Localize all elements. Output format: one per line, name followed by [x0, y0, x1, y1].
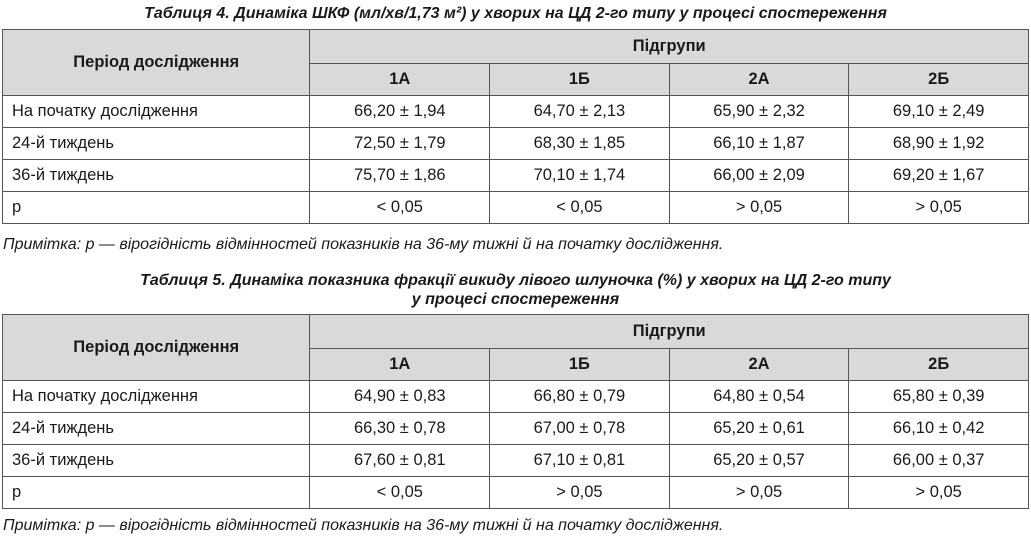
- row-label: На початку дослідження: [3, 381, 310, 413]
- cell-value: 65,20 ± 0,61: [669, 413, 849, 445]
- cell-value: 65,20 ± 0,57: [669, 445, 849, 477]
- table5-caption-line2: у процесі спостереження: [411, 291, 620, 308]
- cell-value: 66,30 ± 0,78: [310, 413, 490, 445]
- row-label: 24-й тиждень: [3, 128, 310, 160]
- cell-value: 68,90 ± 1,92: [849, 128, 1029, 160]
- cell-value: 69,20 ± 1,67: [849, 160, 1029, 192]
- row-label: р: [3, 192, 310, 224]
- table4-caption: Таблиця 4. Динаміка ШКФ (мл/хв/1,73 м²) у хворих на ЦД 2-го типу у процесі спостереження: [144, 5, 887, 22]
- table4-group-header: 2А: [669, 64, 849, 96]
- cell-value: > 0,05: [849, 192, 1029, 224]
- cell-value: 68,30 ± 1,85: [490, 128, 670, 160]
- cell-value: 67,10 ± 0,81: [490, 445, 670, 477]
- table5-group-header: 1А: [310, 349, 490, 381]
- table-row: [3, 477, 1029, 509]
- table4-note: Примітка: р — вірогідність відмінностей показників на 36-му тижні й на початку дослідження.: [3, 236, 724, 253]
- row-label: 36-й тиждень: [3, 445, 310, 477]
- row-label: 36-й тиждень: [3, 160, 310, 192]
- table5-group-header: 2А: [669, 349, 849, 381]
- table-row: [3, 413, 1029, 445]
- table-row: [3, 96, 1029, 128]
- table4-group-header: 1А: [310, 64, 490, 96]
- row-label: На початку дослідження: [3, 96, 310, 128]
- cell-value: 64,70 ± 2,13: [490, 96, 670, 128]
- cell-value: > 0,05: [669, 192, 849, 224]
- table-row: [3, 192, 1029, 224]
- table5-period-header: Період дослідження: [3, 315, 310, 381]
- table5: [2, 314, 1029, 509]
- cell-value: 65,90 ± 2,32: [669, 96, 849, 128]
- row-label: р: [3, 477, 310, 509]
- table4-group-header: 1Б: [490, 64, 670, 96]
- cell-value: < 0,05: [310, 477, 490, 509]
- cell-value: 67,00 ± 0,78: [490, 413, 670, 445]
- cell-value: > 0,05: [669, 477, 849, 509]
- cell-value: > 0,05: [490, 477, 670, 509]
- table4-period-header: Період дослідження: [3, 30, 310, 96]
- cell-value: 64,90 ± 0,83: [310, 381, 490, 413]
- cell-value: > 0,05: [849, 477, 1029, 509]
- table5-note: Примітка: р — вірогідність відмінностей показників на 36-му тижні й на початку дослідження.: [3, 517, 724, 534]
- row-label: 24-й тиждень: [3, 413, 310, 445]
- cell-value: < 0,05: [310, 192, 490, 224]
- table4-group-header: 2Б: [849, 64, 1029, 96]
- table-row: [3, 160, 1029, 192]
- cell-value: 72,50 ± 1,79: [310, 128, 490, 160]
- cell-value: 70,10 ± 1,74: [490, 160, 670, 192]
- cell-value: < 0,05: [490, 192, 670, 224]
- table4-subgroups-header: Підгрупи: [310, 30, 1029, 64]
- cell-value: 67,60 ± 0,81: [310, 445, 490, 477]
- table5-group-header: 2Б: [849, 349, 1029, 381]
- table4: [2, 29, 1029, 224]
- table-row: [3, 128, 1029, 160]
- cell-value: 66,00 ± 2,09: [669, 160, 849, 192]
- cell-value: 66,10 ± 1,87: [669, 128, 849, 160]
- cell-value: 66,00 ± 0,37: [849, 445, 1029, 477]
- cell-value: 66,80 ± 0,79: [490, 381, 670, 413]
- cell-value: 69,10 ± 2,49: [849, 96, 1029, 128]
- table5-caption-line1: Таблиця 5. Динаміка показника фракції викиду лівого шлуночка (%) у хворих на ЦД 2-го типу: [140, 272, 891, 289]
- table5-subgroups-header: Підгрупи: [310, 315, 1029, 349]
- cell-value: 66,20 ± 1,94: [310, 96, 490, 128]
- table5-group-header: 1Б: [490, 349, 670, 381]
- table-row: [3, 445, 1029, 477]
- cell-value: 75,70 ± 1,86: [310, 160, 490, 192]
- table-row: [3, 381, 1029, 413]
- cell-value: 64,80 ± 0,54: [669, 381, 849, 413]
- cell-value: 66,10 ± 0,42: [849, 413, 1029, 445]
- cell-value: 65,80 ± 0,39: [849, 381, 1029, 413]
